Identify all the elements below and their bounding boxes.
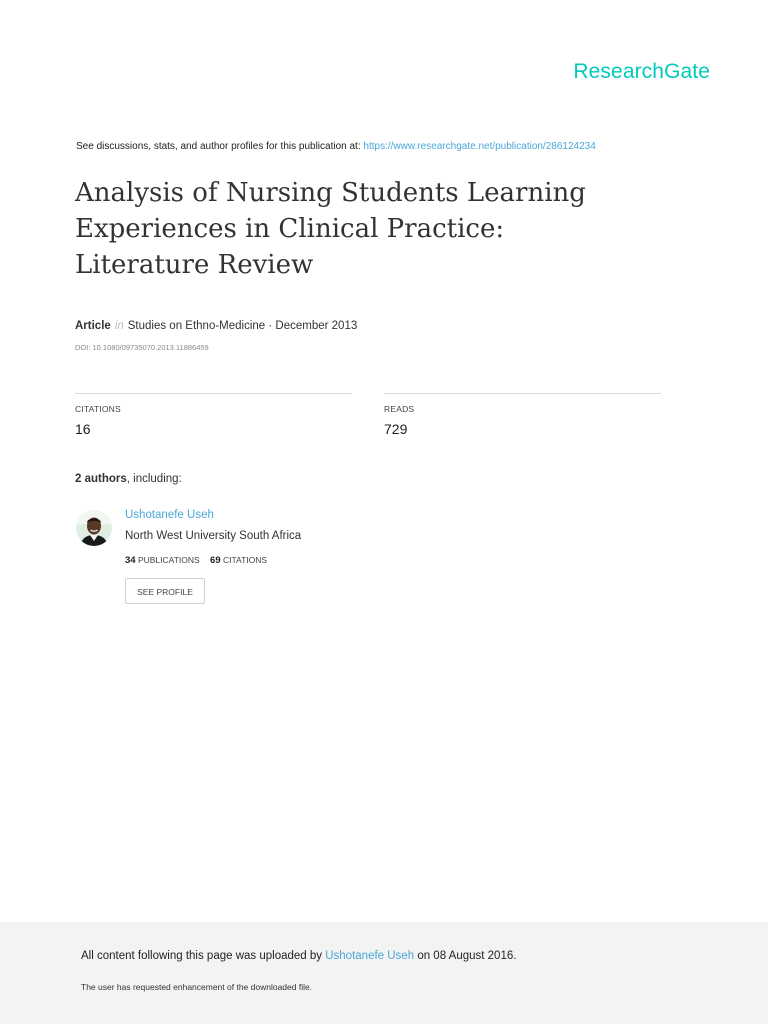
citations-label: CITATIONS <box>75 404 121 414</box>
enhancement-note: The user has requested enhancement of the downloaded file. <box>81 982 313 992</box>
see-profile-button[interactable]: SEE PROFILE <box>125 578 205 604</box>
reads-stat <box>384 393 661 437</box>
publication-meta <box>75 320 357 332</box>
citations-value: 16 <box>75 421 91 437</box>
citations-stat <box>75 393 352 437</box>
discussion-line <box>76 141 596 152</box>
author-publications-count: 34 <box>125 555 136 566</box>
author-photo <box>76 510 112 546</box>
venue-date: Studies on Ethno-Medicine · December 2013 <box>127 320 358 332</box>
publication-url-link[interactable]: https://www.researchgate.net/publication/286124234 <box>363 141 596 152</box>
reads-label: READS <box>384 404 415 414</box>
author-publications-label: PUBLICATIONS <box>137 555 200 565</box>
authors-heading <box>75 473 182 485</box>
uploaded-suffix: on 08 August 2016. <box>417 950 517 962</box>
publication-title: Analysis of Nursing Students Learning Experiences in Clinical Practice: Literature Review <box>75 178 586 280</box>
in-word: in <box>114 320 124 332</box>
author-name-link[interactable]: Ushotanefe Useh <box>125 509 214 521</box>
discussion-prefix: See discussions, stats, and author profiles for this publication at: <box>76 141 361 152</box>
researchgate-logo[interactable]: ResearchGate <box>573 60 710 83</box>
uploader-link[interactable]: Ushotanefe Useh <box>325 950 415 962</box>
author-citations-label: CITATIONS <box>223 555 268 565</box>
uploaded-prefix: All content following this page was uploaded by <box>81 950 323 962</box>
upload-footer <box>0 922 768 1024</box>
author-citations-count: 69 <box>210 555 221 566</box>
authors-suffix: , including: <box>126 473 182 485</box>
author-avatar[interactable] <box>76 510 112 546</box>
author-stats <box>125 555 267 566</box>
reads-value: 729 <box>384 421 408 437</box>
publication-type: Article <box>75 320 111 332</box>
author-institution: North West University South Africa <box>125 530 302 542</box>
doi-text: DOI: 10.1080/09735070.2013.11886459 <box>75 343 209 352</box>
uploaded-line <box>81 950 516 962</box>
authors-count: 2 authors <box>75 473 127 485</box>
